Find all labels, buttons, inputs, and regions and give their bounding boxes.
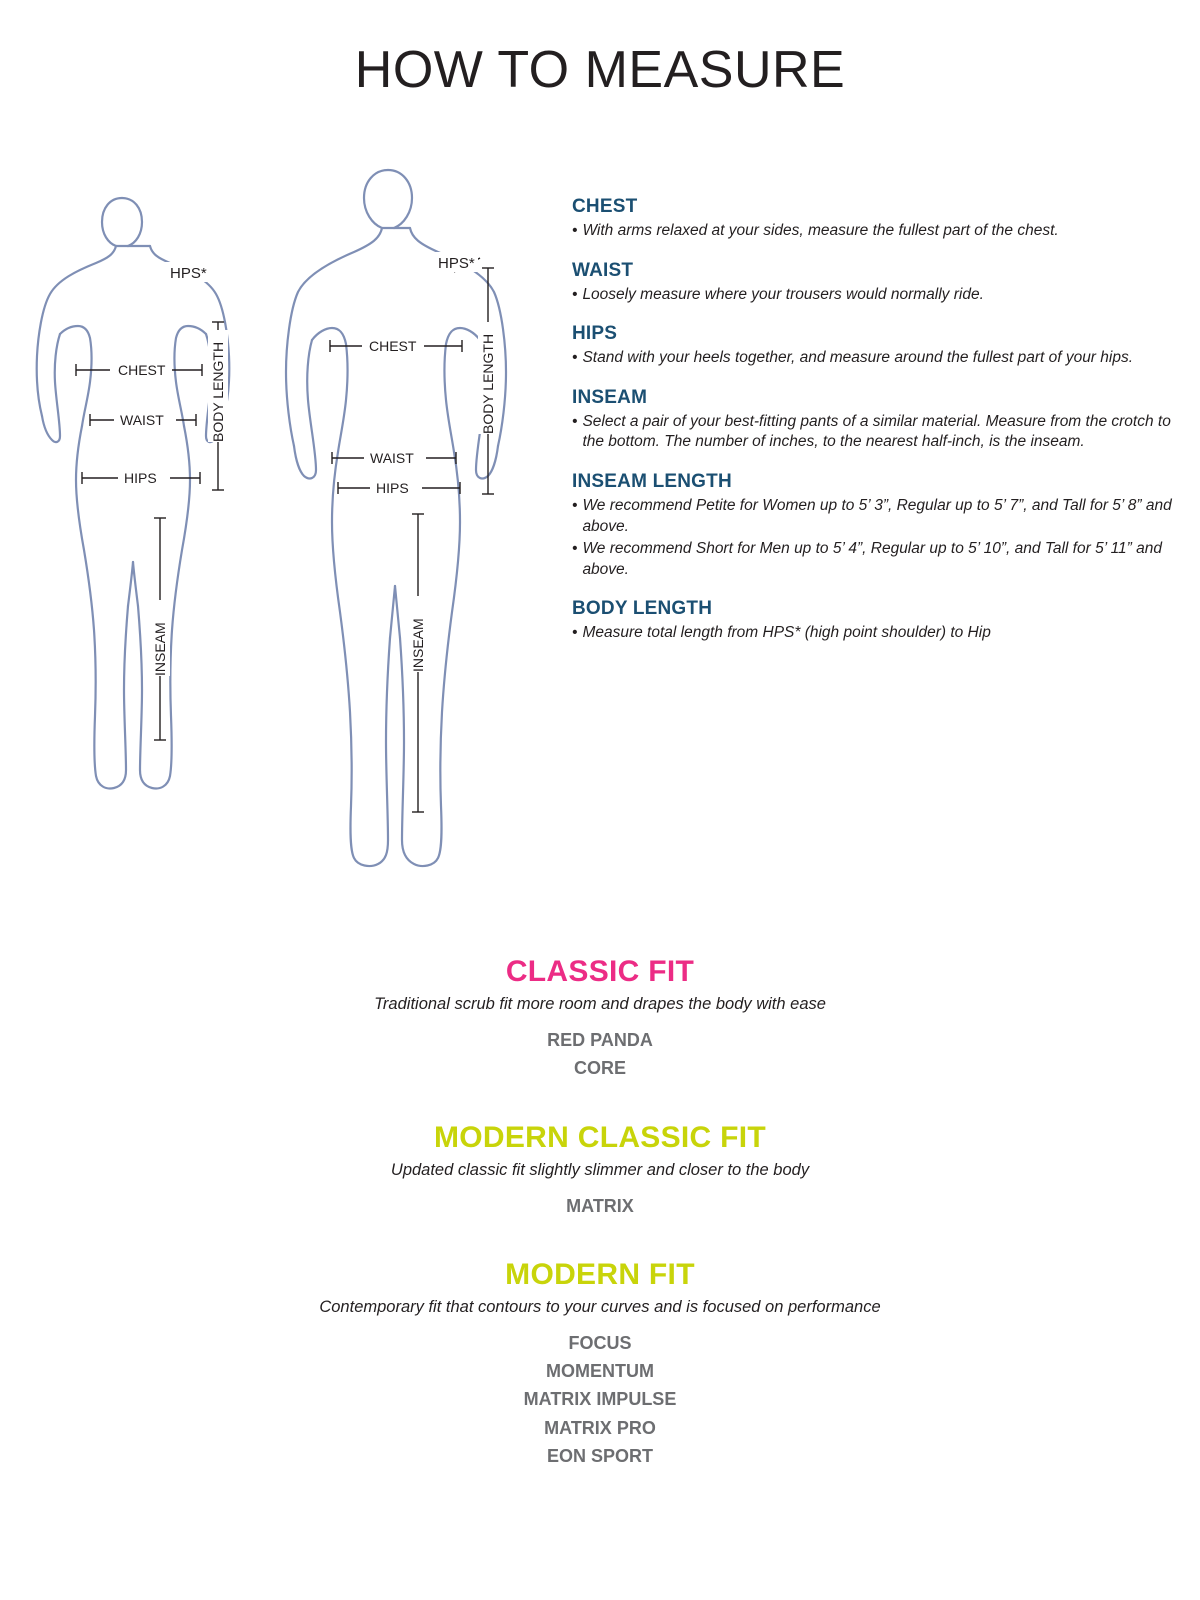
- bullet-icon: •: [572, 412, 578, 430]
- bullet-icon: •: [572, 349, 578, 367]
- label-waist-right: WAIST: [370, 450, 414, 466]
- instruction-heading: CHEST: [572, 196, 638, 217]
- fit-description: Contemporary fit that contours to your curves and is focused on performance: [319, 1297, 881, 1316]
- label-inseam-right: INSEAM: [410, 618, 426, 672]
- label-body-length-left: BODY LENGTH: [210, 341, 226, 442]
- fit-product: FOCUS: [568, 1332, 632, 1353]
- instruction-waist: [572, 260, 1176, 306]
- instruction-text: Stand with your heels together, and measure around the fullest part of your hips.: [582, 349, 1134, 367]
- instruction-text: With arms relaxed at your sides, measure the fullest part of the chest.: [582, 222, 1059, 239]
- instruction-line: [572, 539, 1176, 580]
- instruction-heading: INSEAM: [572, 386, 648, 408]
- page-title: HOW TO MEASURE: [354, 41, 846, 99]
- instruction-line: [572, 623, 1176, 644]
- instruction-heading: WAIST: [572, 259, 634, 281]
- instruction-text: We recommend Petite for Women up to 5’ 3”, Regular up to 5’ 7”, and Tall for 5’ 8” and above.: [582, 497, 1172, 535]
- bullet-icon: •: [572, 540, 578, 558]
- instruction-text: Measure total length from HPS* (high point shoulder) to Hip: [582, 624, 991, 642]
- fit-title: MODERN CLASSIC FIT: [433, 1120, 767, 1154]
- fit-product: MATRIX PRO: [544, 1417, 656, 1438]
- bullet-icon: •: [572, 497, 578, 515]
- bullet-icon: •: [572, 624, 578, 642]
- instruction-text: We recommend Short for Men up to 5’ 4”, Regular up to 5’ 10”, and Tall for 5’ 11” and above.: [582, 540, 1163, 578]
- instruction-line: [572, 285, 1176, 306]
- label-waist-left: WAIST: [120, 412, 164, 428]
- instruction-body-length: [572, 598, 1176, 644]
- instruction-inseam-length: [572, 471, 1176, 580]
- label-hips-left: HIPS: [124, 470, 157, 486]
- instruction-chest: [572, 196, 1176, 242]
- bullet-icon: •: [572, 285, 578, 303]
- label-hips-right: HIPS: [376, 480, 409, 496]
- fit-modern: [0, 1258, 1200, 1470]
- measurement-instructions: [572, 196, 1176, 662]
- fit-description: Traditional scrub fit more room and drapes the body with ease: [374, 995, 826, 1013]
- fit-title: MODERN FIT: [505, 1257, 695, 1291]
- label-inseam-left: INSEAM: [152, 622, 168, 676]
- fit-product-list: [0, 1329, 1200, 1470]
- male-figure-outline: [286, 170, 506, 866]
- fit-description: Updated classic fit slightly slimmer and closer to the body: [390, 1160, 810, 1179]
- instruction-heading: BODY LENGTH: [572, 598, 713, 620]
- bullet-icon: •: [572, 222, 578, 239]
- fit-guide: [0, 955, 1200, 1508]
- instruction-heading: INSEAM LENGTH: [572, 471, 732, 493]
- label-hps-right: HPS*: [438, 255, 475, 272]
- female-figure-outline: [37, 198, 230, 789]
- instruction-text: Loosely measure where your trousers would normally ride.: [582, 285, 984, 303]
- instruction-hips: [572, 323, 1176, 369]
- measurement-diagrams: [10, 150, 550, 870]
- instruction-line: [572, 348, 1176, 369]
- fit-product-list: [0, 1026, 1200, 1083]
- fit-modern-classic: [0, 1121, 1200, 1220]
- fit-product: MATRIX IMPULSE: [523, 1389, 677, 1410]
- fit-product: RED PANDA: [547, 1030, 653, 1050]
- fit-product-list: [0, 1192, 1200, 1220]
- fit-product: EON SPORT: [546, 1445, 653, 1466]
- fit-product: CORE: [573, 1058, 626, 1079]
- fit-title: CLASSIC FIT: [505, 955, 695, 988]
- instruction-inseam: [572, 387, 1176, 453]
- label-chest-right: CHEST: [369, 338, 417, 354]
- instruction-line: [572, 412, 1176, 453]
- instruction-line: [572, 496, 1176, 537]
- instruction-text: Select a pair of your best-fitting pants of a similar material. Measure from the crotch to the bottom. The number of inches, to the nearest half-inch, is the inseam.: [582, 412, 1171, 451]
- fit-classic: [0, 955, 1200, 1083]
- male-figure-labels: [362, 252, 498, 672]
- instruction-line: [572, 221, 1176, 242]
- fit-product: MOMENTUM: [546, 1361, 654, 1381]
- label-chest-left: CHEST: [118, 362, 166, 378]
- fit-product: MATRIX: [566, 1195, 634, 1216]
- label-body-length-right: BODY LENGTH: [480, 333, 496, 434]
- instruction-heading: HIPS: [572, 323, 618, 345]
- label-hps-left: HPS*: [170, 265, 207, 282]
